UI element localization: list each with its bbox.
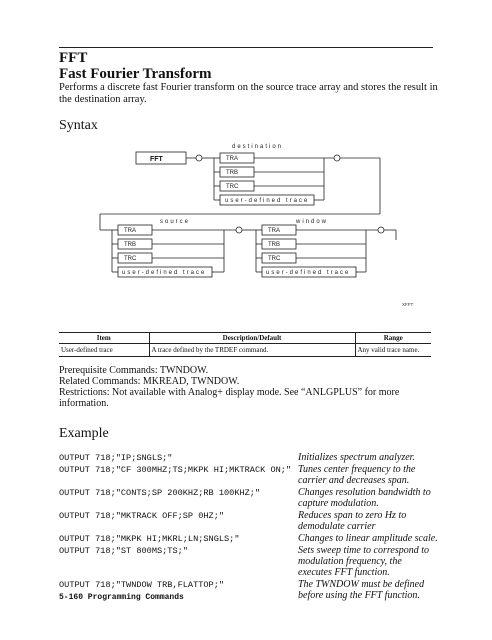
top-rule	[59, 47, 433, 48]
comma-node	[334, 155, 340, 161]
example-command: OUTPUT 718;"MKTRACK OFF;SP 0HZ;"	[59, 511, 225, 521]
example-description: Sets sweep time to correspond to modulation frequency, the executes FFT function.	[298, 545, 430, 578]
window-user-trace: user-defined trace	[266, 270, 351, 276]
syntax-heading: Syntax	[59, 118, 98, 133]
source-tra: TRA	[124, 228, 136, 234]
col-range: Range	[355, 333, 431, 344]
example-description: Reduces span to zero Hz to demodulate carrier	[298, 510, 407, 532]
figure-id: XFFT	[402, 302, 414, 307]
example-command: OUTPUT 718;"MKPK HI;MKRL;LN;SNGLS;"	[59, 534, 240, 544]
example-command: OUTPUT 718;"CF 300MHZ;TS;MKPK HI;MKTRACK ON;"	[59, 465, 292, 475]
source-trc: TRC	[124, 256, 137, 262]
command-code: FFT	[59, 50, 88, 66]
prerequisite-commands: Prerequisite Commands: TWNDOW.	[59, 365, 209, 376]
example-command: OUTPUT 718;"IP;SNGLS;"	[59, 453, 173, 463]
fft-keyword: FFT	[150, 156, 163, 163]
terminator-node	[378, 227, 384, 233]
syntax-diagram	[0, 140, 492, 330]
window-tra: TRA	[268, 228, 280, 234]
example-description: Tunes center frequency to the carrier and decreases span.	[298, 464, 416, 486]
window-label: window	[296, 219, 329, 225]
example-description: Changes to linear amplitude scale.	[298, 533, 438, 544]
example-description: Changes resolution bandwidth to capture modulation.	[298, 487, 431, 509]
comma-node-2	[236, 227, 242, 233]
example-command: OUTPUT 718;"TWNDOW TRB,FLATTOP;"	[59, 580, 225, 590]
example-command: OUTPUT 718;"CONTS;SP 200KHZ;RB 100KHZ;"	[59, 488, 261, 498]
page-footer: 5-160 Programming Commands	[59, 593, 184, 602]
example-command: OUTPUT 718;"ST 800MS;TS;"	[59, 546, 188, 556]
example-heading: Example	[59, 426, 109, 441]
table-row	[59, 344, 431, 357]
source-user-trace: user-defined trace	[122, 270, 207, 276]
col-item: Item	[59, 333, 149, 344]
dest-trb: TRB	[226, 170, 238, 176]
source-trb: TRB	[124, 242, 136, 248]
window-trb: TRB	[268, 242, 280, 248]
related-commands: Related Commands: MKREAD, TWNDOW.	[59, 376, 240, 387]
cell-description: A trace defined by the TRDEF command.	[149, 344, 355, 357]
restrictions: Restrictions: Not available with Analog+ display mode. See “ANLGPLUS” for more information.	[59, 387, 400, 409]
separator-node	[196, 155, 202, 161]
destination-label: destination	[232, 144, 284, 150]
source-label: source	[160, 219, 191, 225]
parameter-table	[59, 332, 431, 357]
col-description: Description/Default	[149, 333, 355, 344]
dest-tra: TRA	[226, 156, 238, 162]
dest-trc: TRC	[226, 184, 239, 190]
command-description: Performs a discrete fast Fourier transform on the source trace array and stores the result in the destination array.	[59, 82, 438, 105]
example-description: Initializes spectrum analyzer.	[298, 452, 415, 463]
cell-range: Any valid trace name.	[355, 344, 431, 357]
command-name: Fast Fourier Transform	[59, 66, 212, 82]
dest-user-trace: user-defined trace	[225, 198, 310, 204]
cell-item: User-defined trace	[59, 344, 149, 357]
example-description: The TWNDOW must be defined before using the FFT function.	[298, 579, 425, 601]
window-trc: TRC	[268, 256, 281, 262]
